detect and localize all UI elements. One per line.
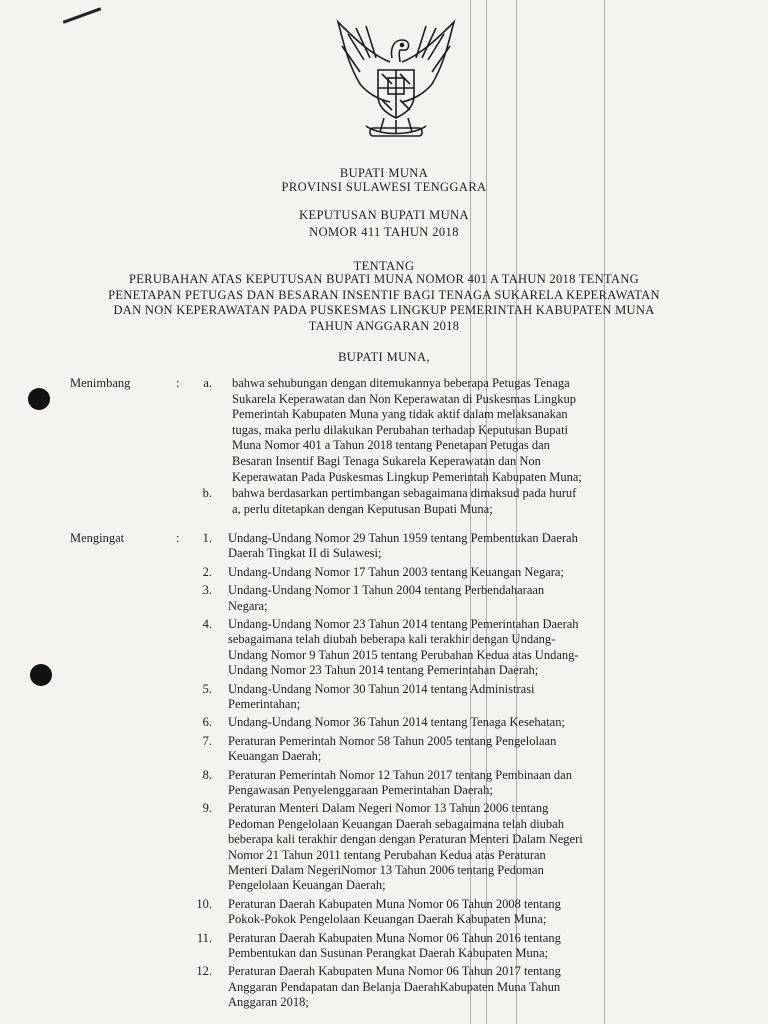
issuer-heading: BUPATI MUNA, [338,350,430,364]
mengingat-item-text-line: Pembentukan dan Susunan Perangkat Daerah Kabupaten Muna; [228,945,549,960]
garuda-emblem-icon [330,14,462,144]
mengingat-item-marker: 7. [202,733,212,748]
menimbang-item-text-line: bahwa berdasarkan pertimbangan sebagaimana dimaksud pada huruf [232,486,577,501]
decree-title: KEPUTUSAN BUPATI MUNA [299,208,469,222]
menimbang-item-text-line: Keperawatan Pada Puskesmas Lingkup Pemerintah Kabupaten Muna; [232,469,582,484]
mengingat-item-marker: 12. [196,964,212,979]
mengingat-item-text-line: Undang-Undang Nomor 23 Tahun 2014 tentang Pemerintahan Daerah [228,617,579,631]
decree-subject-line: PERUBAHAN ATAS KEPUTUSAN BUPATI MUNA NOMOR 401 A TAHUN 2018 TENTANG [129,272,639,286]
menimbang-item-text-line: Besaran Insentif Bagi Tenaga Sukarela Keperawatan dan Non [232,454,541,468]
punch-hole [30,664,52,686]
mengingat-item-marker: 1. [202,531,212,545]
about-label: TENTANG [353,259,415,273]
menimbang-item-text-line: bahwa sehubungan dengan ditemukannya beberapa Petugas Tenaga [232,376,570,390]
mengingat-label: Mengingat [70,531,125,545]
decree-subject-line: PENETAPAN PETUGAS DAN BESARAN INSENTIF BAGI TENAGA SUKARELA KEPERAWATAN [108,287,660,302]
mengingat-item-marker: 9. [202,801,212,816]
decree-number: NOMOR 411 TAHUN 2018 [309,225,459,239]
mengingat-item-marker: 2. [202,564,212,579]
mengingat-item-text-line: beberapa kali terakhir dengan dengan Peraturan Menteri Dalam Negeri [228,832,583,847]
mengingat-item-marker: 10. [196,896,212,911]
mengingat-item-text-line: Undang-Undang Nomor 30 Tahun 2014 tentang Administrasi [228,681,535,696]
mengingat-item-text-line: Peraturan Pemerintah Nomor 12 Tahun 2017 tentang Pembinaan dan [228,767,572,782]
mengingat-item-marker: 3. [202,583,212,598]
mengingat-item-text-line: Peraturan Daerah Kabupaten Muna Nomor 06 Tahun 2008 tentang [228,896,561,911]
mengingat-item-text-line: Undang-Undang Nomor 29 Tahun 1959 tentang Pembentukan Daerah [228,531,578,545]
punch-hole [28,388,50,410]
mengingat-item-marker: 11. [196,930,212,945]
mengingat-item-text-line: Pedoman Pengelolaan Keuangan Daerah sebagaimana telah diubah [228,816,564,831]
mengingat-item-text-line: Anggaran 2018; [228,995,309,1010]
mengingat-item-text-line: Undang Nomor 9 Tahun 2015 tentang Perubahan Kedua atas Undang- [228,647,579,662]
mengingat-item-marker: 4. [202,617,212,631]
mengingat-item-text-line: Peraturan Daerah Kabupaten Muna Nomor 06 Tahun 2017 tentang [228,964,561,979]
mengingat-item-text-line: Peraturan Pemerintah Nomor 58 Tahun 2005 tentang Pengelolaan [228,733,557,748]
mengingat-item-text-line: sebagaimana telah diubah beberapa kali terakhir dengan Undang- [228,632,556,647]
mengingat-item-text-line: Peraturan Menteri Dalam Negeri Nomor 13 Tahun 2006 tentang [228,801,549,816]
mengingat-item-text-line: Undang-Undang Nomor 1 Tahun 2004 tentang Perbendaharaan [228,583,545,598]
menimbang-item-text-line: Sukarela Keperawatan dan Non Keperawatan di Puskesmas Lingkup [232,391,576,406]
mengingat-item-text-line: Keuangan Daerah; [228,749,322,764]
mengingat-item-text-line: Anggaran Pendapatan dan Belanja DaerahKabupaten Muna Tahun [228,979,561,994]
menimbang-item-text-line: tugas, maka perlu dilakukan Perubahan terhadap Keputusan Bupati [232,422,569,437]
decree-subject [0,272,768,334]
decree-subject-line: DAN NON KEPERAWATAN PADA PUSKESMAS LINGKUP PEMERINTAH KABUPATEN MUNA [113,303,655,317]
menimbang-item-marker: a. [203,376,212,390]
mengingat-item-text-line: Pokok-Pokok Pengelolaan Keuangan Daerah Kabupaten Muna; [228,912,547,927]
mengingat-item-marker: 6. [202,715,212,730]
menimbang-colon: : [176,376,180,390]
mengingat-item-text-line: Pengawasan Penyelenggaraan Pemerintahan Daerah; [228,782,493,797]
mengingat-item-text-line: Menteri Dalam NegeriNomor 13 Tahun 2006 tentang Pedoman [228,862,544,877]
mengingat-colon: : [176,531,180,545]
authority-heading: BUPATI MUNA [339,166,429,180]
mengingat-item-text-line: Peraturan Daerah Kabupaten Muna Nomor 06 Tahun 2016 tentang [228,930,561,945]
menimbang-label: Menimbang [70,376,131,390]
pen-mark [63,7,102,23]
mengingat-item-marker: 8. [202,767,212,782]
mengingat-item-text-line: Nomor 21 Tahun 2011 tentang Perubahan Kedua atas Peraturan [228,847,546,862]
decree-subject-line: TAHUN ANGGARAN 2018 [308,318,460,333]
mengingat-item-text-line: Negara; [228,598,268,613]
menimbang-item-text-line: Pemerintah Kabupaten Muna yang tidak aktif dalam melaksanakan [232,407,568,422]
mengingat-item-marker: 5. [202,681,212,696]
menimbang-item-marker: b. [202,486,212,501]
mengingat-item-text-line: Pemerintahan; [228,696,301,711]
menimbang-item-text-line: a, perlu ditetapkan dengan Keputusan Bupati Muna; [232,501,493,516]
province-heading: PROVINSI SULAWESI TENGGARA [281,180,487,194]
mengingat-item-text-line: Daerah Tingkat II di Sulawesi; [228,546,382,561]
mengingat-item-text-line: Undang-Undang Nomor 36 Tahun 2014 tentang Tenaga Kesehatan; [228,715,565,730]
mengingat-item-text-line: Undang-Undang Nomor 17 Tahun 2003 tentang Keuangan Negara; [228,564,564,579]
mengingat-item-text-line: Undang Nomor 23 Tahun 2014 tentang Pemerintahan Daerah; [228,663,539,678]
menimbang-item-text-line: Muna Nomor 401 a Tahun 2018 tentang Penetapan Petugas dan [232,438,550,453]
mengingat-item-text-line: Pengelolaan Keuangan Daerah; [228,878,386,893]
